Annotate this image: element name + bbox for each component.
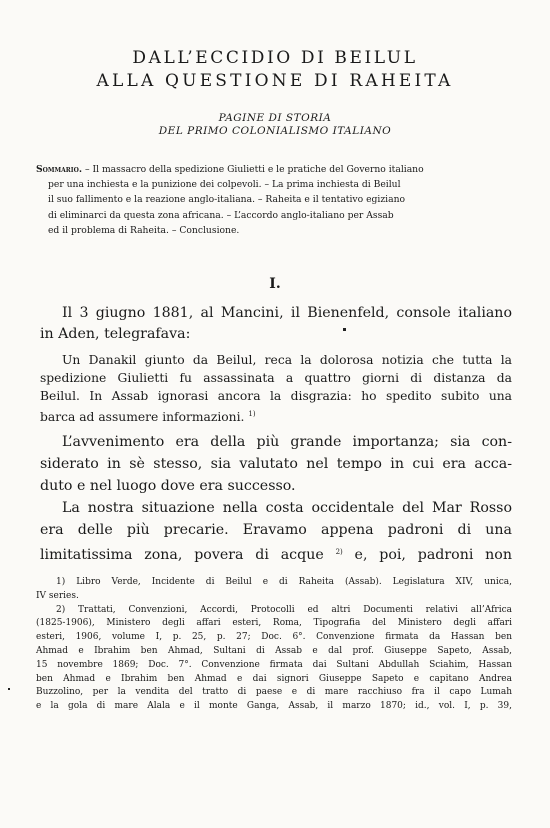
footnote-2-line: 2) Trattati, Convenzioni, Accordi, Protocolli ed altri Documenti relativi all’Africa	[56, 604, 512, 615]
margin-speck	[8, 688, 10, 690]
summary-line: di eliminarci da questa zona africana. – L’accordo anglo-italiano per Assab	[48, 209, 394, 221]
paragraph-text: limitatissima zona, povera di acque	[40, 547, 324, 563]
paragraph-text: e, poi, padroni non	[342, 547, 512, 563]
footnotes-block	[36, 576, 512, 714]
quote-line: spedizione Giulietti fu assassinata a quattro giorni di distanza da	[40, 371, 512, 385]
footnote-1-line: IV series.	[36, 590, 79, 601]
paragraph-2	[40, 431, 512, 497]
quote-text: barca ad assumere informazioni.	[40, 410, 245, 424]
quote-line: Beilul. In Assab ignorasi ancora la disgrazia: ho spedito subito una	[40, 389, 512, 403]
footnote-2-line: (1825-1906), Ministero degli affari esteri, Roma, Tipografia del Ministero degli affari	[36, 618, 512, 629]
summary-block	[36, 162, 512, 238]
paragraph-1	[40, 303, 512, 345]
footnote-1-line: 1) Libro Verde, Incidente di Beilul e di Raheita (Assab). Legislatura XIV, unica,	[56, 577, 512, 587]
paragraph-line: L’avvenimento era della più grande importanza; sia con-	[62, 434, 512, 450]
paragraph-line: duto e nel luogo dove era successo.	[40, 478, 296, 494]
summary-line	[36, 162, 512, 177]
ink-speck	[343, 328, 346, 331]
footnote-ref-1[interactable]: 1)	[248, 410, 256, 418]
footnote-2-line: 15 novembre 1869; Doc. 7°. Convenzione firmata dai Sultani Abdullah Sciahim, Hassan	[36, 659, 512, 670]
quote-line	[40, 405, 512, 426]
summary-line: per una inchiesta e la punizione dei colpevoli. – La prima inchiesta di Beilul	[48, 179, 401, 191]
page-title-line-2: ALLA QUESTIONE DI RAHEITA	[96, 71, 454, 91]
summary-line: ed il problema di Raheita. – Conclusione.	[48, 224, 240, 236]
paragraph-line: in Aden, telegrafava:	[40, 326, 191, 342]
page-title-line-1: DALL’ECCIDIO DI BEILUL	[132, 48, 418, 68]
subtitle-line-2: DEL PRIMO COLONIALISMO ITALIANO	[158, 125, 392, 137]
section-number: I.	[269, 276, 281, 292]
block-quote	[40, 351, 512, 426]
paragraph-line: era delle più precarie. Eravamo appena padroni di una	[40, 522, 512, 538]
paragraph-line: siderato in sè stesso, sia valutato nel tempo in cui era acca-	[40, 456, 512, 472]
footnote-2-line: Buzzolino, per la vendita del tratto di paese e di mare racchiuso fra il capo Lumah	[36, 687, 512, 698]
summary-label: Sommario.	[36, 164, 83, 175]
footnote-2-line: Ahmad e Ibrahim ben Ahmad, Sultani di Assab e dal prof. Giuseppe Sapeto, Assab,	[36, 645, 512, 656]
paragraph-line	[40, 541, 512, 566]
summary-line: il suo fallimento e la reazione anglo-italiana. – Raheita e il tentativo egiziano	[48, 194, 406, 206]
paragraph-line: Il 3 giugno 1881, al Mancini, il Bienenfeld, console italiano	[62, 305, 512, 321]
summary-text: – Il massacro della spedizione Giulietti e le pratiche del Governo italiano	[82, 164, 424, 175]
footnote-2-line: ben Ahmad e Ibrahim ben Ahmad e dai signori Giuseppe Sapeto e capitano Andrea	[36, 673, 512, 684]
paragraph-3	[40, 497, 512, 566]
paragraph-line: La nostra situazione nella costa occidentale del Mar Rosso	[62, 500, 512, 516]
quote-line: Un Danakil giunto da Beilul, reca la dolorosa notizia che tutta la	[62, 353, 512, 367]
footnote-ref-2[interactable]: 2)	[335, 548, 343, 556]
subtitle-line-1: PAGINE DI STORIA	[218, 112, 332, 124]
footnote-2-line: e la gola di mare Alala e il monte Ganga, Assab, il marzo 1870; id., vol. I, p. 39,	[36, 701, 512, 712]
footnote-2-line: esteri, 1906, volume I, p. 25, p. 27; Doc. 6°. Convenzione firmata da Hassan ben	[36, 632, 512, 643]
